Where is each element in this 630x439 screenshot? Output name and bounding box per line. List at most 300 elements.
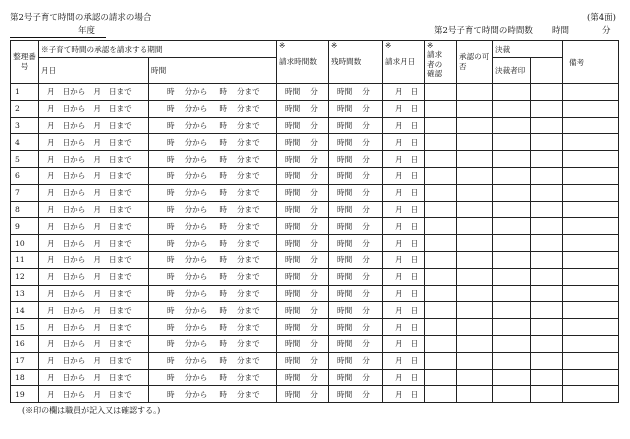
month-label: 月 bbox=[93, 120, 101, 130]
month-label: 月 bbox=[93, 221, 101, 231]
requester-confirm-cell[interactable] bbox=[425, 151, 457, 168]
duration-hour-label: 時間 bbox=[285, 255, 301, 265]
minute-from-label: 分から bbox=[184, 288, 208, 298]
request-date-cell[interactable] bbox=[383, 251, 425, 268]
duration-minute-label: 分 bbox=[362, 204, 370, 214]
hour-label: 時 bbox=[219, 204, 227, 214]
decision-seal-cell[interactable] bbox=[493, 184, 531, 201]
time-range-cell[interactable] bbox=[149, 268, 277, 285]
remaining-hours-cell[interactable] bbox=[329, 100, 383, 117]
requested-hours-cell[interactable] bbox=[277, 167, 329, 184]
duration-hour-label: 時間 bbox=[337, 188, 353, 198]
approval-cell[interactable] bbox=[457, 184, 493, 201]
table-row bbox=[11, 235, 619, 252]
hour-label: 時 bbox=[167, 339, 175, 349]
hour-label: 時 bbox=[167, 356, 175, 366]
minute-from-label: 分から bbox=[184, 389, 208, 399]
decision-seal-cell[interactable] bbox=[493, 151, 531, 168]
approval-cell[interactable] bbox=[457, 84, 493, 101]
remarks-cell[interactable] bbox=[563, 151, 619, 168]
month-label: 月 bbox=[47, 272, 55, 282]
remaining-hours-cell[interactable] bbox=[329, 151, 383, 168]
request-day-label: 日 bbox=[410, 322, 419, 332]
day-from-label: 日から bbox=[62, 372, 86, 382]
decision-blank-cell[interactable] bbox=[531, 201, 563, 218]
duration-minute-label: 分 bbox=[310, 221, 318, 231]
table-row bbox=[11, 251, 619, 268]
hour-label: 時 bbox=[167, 171, 175, 181]
time-range-cell[interactable] bbox=[149, 386, 277, 403]
time-range-cell[interactable] bbox=[149, 151, 277, 168]
hour-label: 時 bbox=[167, 154, 175, 164]
hour-label: 時 bbox=[219, 137, 227, 147]
requested-hours-cell[interactable] bbox=[277, 151, 329, 168]
date-range-cell[interactable] bbox=[39, 167, 149, 184]
decision-seal-cell[interactable] bbox=[493, 369, 531, 386]
date-range-cell[interactable] bbox=[39, 302, 149, 319]
decision-blank-cell[interactable] bbox=[531, 235, 563, 252]
remaining-hours-cell[interactable] bbox=[329, 302, 383, 319]
decision-seal-cell[interactable] bbox=[493, 285, 531, 302]
duration-hour-label: 時間 bbox=[337, 171, 353, 181]
request-month-label: 月 bbox=[395, 171, 403, 181]
mark-remaining: ※ bbox=[331, 41, 338, 50]
day-from-label: 日から bbox=[62, 188, 86, 198]
requested-hours-cell[interactable] bbox=[277, 218, 329, 235]
date-range-cell[interactable] bbox=[39, 84, 149, 101]
remaining-hours-cell[interactable] bbox=[329, 218, 383, 235]
decision-seal-cell[interactable] bbox=[493, 251, 531, 268]
month-label: 月 bbox=[47, 238, 55, 248]
header-serial: 整理番号 bbox=[11, 41, 39, 84]
decision-seal-cell[interactable] bbox=[493, 386, 531, 403]
decision-blank-cell[interactable] bbox=[531, 285, 563, 302]
requested-hours-cell[interactable] bbox=[277, 369, 329, 386]
time-range-cell[interactable] bbox=[149, 134, 277, 151]
request-month-label: 月 bbox=[395, 372, 403, 382]
time-range-cell[interactable] bbox=[149, 84, 277, 101]
request-month-label: 月 bbox=[395, 188, 403, 198]
time-range-cell[interactable] bbox=[149, 167, 277, 184]
decision-seal-cell[interactable] bbox=[493, 134, 531, 151]
request-date-cell[interactable] bbox=[383, 335, 425, 352]
time-range-cell[interactable] bbox=[149, 251, 277, 268]
date-range-cell[interactable] bbox=[39, 386, 149, 403]
table-row bbox=[11, 167, 619, 184]
month-label: 月 bbox=[47, 339, 55, 349]
date-range-cell[interactable] bbox=[39, 352, 149, 369]
month-label: 月 bbox=[93, 87, 101, 97]
remarks-cell[interactable] bbox=[563, 319, 619, 336]
remarks-cell[interactable] bbox=[563, 302, 619, 319]
date-range-cell[interactable] bbox=[39, 369, 149, 386]
month-label: 月 bbox=[47, 389, 55, 399]
date-range-cell[interactable] bbox=[39, 285, 149, 302]
request-month-label: 月 bbox=[395, 221, 403, 231]
date-range-cell[interactable] bbox=[39, 184, 149, 201]
duration-hour-label: 時間 bbox=[337, 372, 353, 382]
date-range-cell[interactable] bbox=[39, 335, 149, 352]
decision-blank-cell[interactable] bbox=[531, 134, 563, 151]
remaining-hours-cell[interactable] bbox=[329, 167, 383, 184]
decision-seal-cell[interactable] bbox=[493, 100, 531, 117]
request-date-cell[interactable] bbox=[383, 386, 425, 403]
requester-confirm-cell[interactable] bbox=[425, 84, 457, 101]
remaining-hours-cell[interactable] bbox=[329, 386, 383, 403]
remaining-hours-cell[interactable] bbox=[329, 335, 383, 352]
requested-hours-cell[interactable] bbox=[277, 117, 329, 134]
row-serial: 17 bbox=[11, 352, 39, 369]
decision-blank-cell[interactable] bbox=[531, 302, 563, 319]
decision-seal-cell[interactable] bbox=[493, 335, 531, 352]
decision-blank-cell[interactable] bbox=[531, 218, 563, 235]
minute-until-label: 分まで bbox=[236, 339, 260, 349]
hour-label: 時 bbox=[167, 104, 175, 114]
remarks-cell[interactable] bbox=[563, 117, 619, 134]
month-label: 月 bbox=[93, 272, 101, 282]
duration-minute-label: 分 bbox=[362, 238, 370, 248]
approval-cell[interactable] bbox=[457, 386, 493, 403]
request-date-cell[interactable] bbox=[383, 117, 425, 134]
remaining-hours-cell[interactable] bbox=[329, 117, 383, 134]
request-date-cell[interactable] bbox=[383, 218, 425, 235]
decision-seal-cell[interactable] bbox=[493, 235, 531, 252]
month-label: 月 bbox=[93, 255, 101, 265]
decision-seal-cell[interactable] bbox=[493, 319, 531, 336]
requested-hours-cell[interactable] bbox=[277, 100, 329, 117]
date-range-cell[interactable] bbox=[39, 100, 149, 117]
remarks-cell[interactable] bbox=[563, 369, 619, 386]
approval-cell[interactable] bbox=[457, 302, 493, 319]
requester-confirm-cell[interactable] bbox=[425, 184, 457, 201]
remaining-hours-cell[interactable] bbox=[329, 352, 383, 369]
request-date-cell[interactable] bbox=[383, 319, 425, 336]
hour-label: 時 bbox=[167, 272, 175, 282]
approval-cell[interactable] bbox=[457, 235, 493, 252]
header-remaining-hours bbox=[329, 41, 383, 84]
time-range-cell[interactable] bbox=[149, 335, 277, 352]
date-range-cell[interactable] bbox=[39, 218, 149, 235]
request-day-label: 日 bbox=[410, 120, 419, 130]
duration-hour-label: 時間 bbox=[285, 372, 301, 382]
requester-confirm-cell[interactable] bbox=[425, 268, 457, 285]
remarks-cell[interactable] bbox=[563, 268, 619, 285]
request-date-cell[interactable] bbox=[383, 369, 425, 386]
remaining-hours-cell[interactable] bbox=[329, 235, 383, 252]
decision-blank-cell[interactable] bbox=[531, 251, 563, 268]
request-table bbox=[10, 40, 619, 403]
requester-confirm-cell[interactable] bbox=[425, 302, 457, 319]
decision-blank-cell[interactable] bbox=[531, 151, 563, 168]
duration-hour-label: 時間 bbox=[285, 339, 301, 349]
duration-minute-label: 分 bbox=[362, 305, 370, 315]
minute-until-label: 分まで bbox=[236, 356, 260, 366]
requester-confirm-cell[interactable] bbox=[425, 251, 457, 268]
date-range-cell[interactable] bbox=[39, 117, 149, 134]
requested-hours-cell[interactable] bbox=[277, 268, 329, 285]
approval-cell[interactable] bbox=[457, 268, 493, 285]
remarks-cell[interactable] bbox=[563, 285, 619, 302]
request-date-cell[interactable] bbox=[383, 268, 425, 285]
hour-label: 時 bbox=[167, 305, 175, 315]
date-range-cell[interactable] bbox=[39, 268, 149, 285]
request-month-label: 月 bbox=[395, 389, 403, 399]
decision-blank-cell[interactable] bbox=[531, 100, 563, 117]
decision-seal-cell[interactable] bbox=[493, 201, 531, 218]
requested-hours-cell[interactable] bbox=[277, 235, 329, 252]
decision-blank-cell[interactable] bbox=[531, 184, 563, 201]
header-decision-seal: 決裁者印 bbox=[493, 58, 531, 84]
decision-blank-cell[interactable] bbox=[531, 319, 563, 336]
requester-confirm-cell[interactable] bbox=[425, 134, 457, 151]
requested-hours-cell[interactable] bbox=[277, 134, 329, 151]
request-month-label: 月 bbox=[395, 238, 403, 248]
request-month-label: 月 bbox=[395, 288, 403, 298]
month-label: 月 bbox=[47, 305, 55, 315]
approval-cell[interactable] bbox=[457, 151, 493, 168]
time-range-cell[interactable] bbox=[149, 100, 277, 117]
duration-hour-label: 時間 bbox=[337, 221, 353, 231]
hour-label: 時 bbox=[167, 137, 175, 147]
month-label: 月 bbox=[47, 288, 55, 298]
requester-confirm-cell[interactable] bbox=[425, 285, 457, 302]
request-date-cell[interactable] bbox=[383, 84, 425, 101]
requested-hours-cell[interactable] bbox=[277, 335, 329, 352]
day-until-label: 日まで bbox=[108, 204, 132, 214]
header-time: 時間 bbox=[149, 58, 277, 84]
duration-minute-label: 分 bbox=[362, 272, 370, 282]
time-range-cell[interactable] bbox=[149, 184, 277, 201]
remarks-cell[interactable] bbox=[563, 84, 619, 101]
requester-confirm-cell[interactable] bbox=[425, 369, 457, 386]
request-date-cell[interactable] bbox=[383, 151, 425, 168]
approval-cell[interactable] bbox=[457, 134, 493, 151]
time-range-cell[interactable] bbox=[149, 302, 277, 319]
duration-hour-label: 時間 bbox=[337, 322, 353, 332]
row-serial: 7 bbox=[11, 184, 39, 201]
request-date-cell[interactable] bbox=[383, 302, 425, 319]
request-date-cell[interactable] bbox=[383, 201, 425, 218]
approval-cell[interactable] bbox=[457, 319, 493, 336]
request-day-label: 日 bbox=[410, 221, 419, 231]
hour-label: 時 bbox=[219, 255, 227, 265]
month-label: 月 bbox=[93, 372, 101, 382]
requester-confirm-cell[interactable] bbox=[425, 218, 457, 235]
request-date-cell[interactable] bbox=[383, 184, 425, 201]
decision-blank-cell[interactable] bbox=[531, 117, 563, 134]
request-date-cell[interactable] bbox=[383, 167, 425, 184]
remarks-cell[interactable] bbox=[563, 184, 619, 201]
requested-hours-cell[interactable] bbox=[277, 184, 329, 201]
table-row bbox=[11, 134, 619, 151]
hour-label: 時 bbox=[219, 87, 227, 97]
row-serial: 5 bbox=[11, 151, 39, 168]
remarks-cell[interactable] bbox=[563, 335, 619, 352]
requested-hours-cell[interactable] bbox=[277, 251, 329, 268]
month-label: 月 bbox=[47, 104, 55, 114]
approval-cell[interactable] bbox=[457, 251, 493, 268]
table-row bbox=[11, 369, 619, 386]
month-label: 月 bbox=[47, 154, 55, 164]
row-serial: 4 bbox=[11, 134, 39, 151]
date-range-cell[interactable] bbox=[39, 151, 149, 168]
remarks-cell[interactable] bbox=[563, 386, 619, 403]
requested-hours-cell[interactable] bbox=[277, 302, 329, 319]
time-range-cell[interactable] bbox=[149, 285, 277, 302]
decision-seal-cell[interactable] bbox=[493, 218, 531, 235]
approval-cell[interactable] bbox=[457, 218, 493, 235]
request-date-cell[interactable] bbox=[383, 134, 425, 151]
time-range-cell[interactable] bbox=[149, 235, 277, 252]
day-until-label: 日まで bbox=[108, 272, 132, 282]
request-date-cell[interactable] bbox=[383, 352, 425, 369]
row-serial: 13 bbox=[11, 285, 39, 302]
approval-cell[interactable] bbox=[457, 285, 493, 302]
remarks-cell[interactable] bbox=[563, 218, 619, 235]
requested-hours-cell[interactable] bbox=[277, 352, 329, 369]
request-date-cell[interactable] bbox=[383, 235, 425, 252]
hour-label: 時 bbox=[167, 322, 175, 332]
time-range-cell[interactable] bbox=[149, 218, 277, 235]
decision-blank-cell[interactable] bbox=[531, 386, 563, 403]
requester-confirm-cell[interactable] bbox=[425, 117, 457, 134]
table-row bbox=[11, 268, 619, 285]
approval-cell[interactable] bbox=[457, 100, 493, 117]
duration-minute-label: 分 bbox=[362, 322, 370, 332]
approval-cell[interactable] bbox=[457, 369, 493, 386]
requested-hours-cell[interactable] bbox=[277, 201, 329, 218]
date-range-cell[interactable] bbox=[39, 319, 149, 336]
duration-hour-label: 時間 bbox=[285, 221, 301, 231]
request-month-label: 月 bbox=[395, 339, 403, 349]
decision-seal-cell[interactable] bbox=[493, 268, 531, 285]
requested-hours-cell[interactable] bbox=[277, 319, 329, 336]
time-range-cell[interactable] bbox=[149, 201, 277, 218]
decision-blank-cell[interactable] bbox=[531, 352, 563, 369]
hour-label: 時 bbox=[167, 372, 175, 382]
duration-minute-label: 分 bbox=[310, 104, 318, 114]
decision-seal-cell[interactable] bbox=[493, 84, 531, 101]
header-requested-hours bbox=[277, 41, 329, 84]
decision-seal-cell[interactable] bbox=[493, 302, 531, 319]
header-requester-confirm-label: 請求者の確認 bbox=[427, 50, 443, 79]
remaining-hours-cell[interactable] bbox=[329, 184, 383, 201]
remarks-cell[interactable] bbox=[563, 134, 619, 151]
hour-label: 時 bbox=[219, 372, 227, 382]
decision-seal-cell[interactable] bbox=[493, 167, 531, 184]
day-from-label: 日から bbox=[62, 339, 86, 349]
day-from-label: 日から bbox=[62, 137, 86, 147]
decision-blank-cell[interactable] bbox=[531, 167, 563, 184]
request-date-cell[interactable] bbox=[383, 285, 425, 302]
remaining-hours-cell[interactable] bbox=[329, 319, 383, 336]
remarks-cell[interactable] bbox=[563, 100, 619, 117]
requester-confirm-cell[interactable] bbox=[425, 352, 457, 369]
duration-hour-label: 時間 bbox=[285, 87, 301, 97]
hour-label: 時 bbox=[167, 221, 175, 231]
request-date-cell[interactable] bbox=[383, 100, 425, 117]
remaining-hours-cell[interactable] bbox=[329, 268, 383, 285]
requester-confirm-cell[interactable] bbox=[425, 319, 457, 336]
header-period-group: ※子育て時間の承認を請求する期間 bbox=[39, 41, 277, 58]
approval-cell[interactable] bbox=[457, 335, 493, 352]
decision-blank-cell[interactable] bbox=[531, 84, 563, 101]
requester-confirm-cell[interactable] bbox=[425, 167, 457, 184]
time-range-cell[interactable] bbox=[149, 117, 277, 134]
requested-hours-cell[interactable] bbox=[277, 386, 329, 403]
time-range-cell[interactable] bbox=[149, 369, 277, 386]
day-until-label: 日まで bbox=[108, 188, 132, 198]
remaining-hours-cell[interactable] bbox=[329, 201, 383, 218]
month-label: 月 bbox=[47, 188, 55, 198]
request-day-label: 日 bbox=[410, 137, 419, 147]
remaining-hours-cell[interactable] bbox=[329, 285, 383, 302]
remaining-hours-cell[interactable] bbox=[329, 251, 383, 268]
day-until-label: 日まで bbox=[108, 238, 132, 248]
row-serial: 8 bbox=[11, 201, 39, 218]
approval-cell[interactable] bbox=[457, 167, 493, 184]
date-range-cell[interactable] bbox=[39, 235, 149, 252]
remarks-cell[interactable] bbox=[563, 352, 619, 369]
remaining-hours-cell[interactable] bbox=[329, 369, 383, 386]
requester-confirm-cell[interactable] bbox=[425, 235, 457, 252]
remaining-hours-cell[interactable] bbox=[329, 84, 383, 101]
duration-hour-label: 時間 bbox=[337, 389, 353, 399]
decision-blank-cell[interactable] bbox=[531, 335, 563, 352]
duration-hour-label: 時間 bbox=[285, 356, 301, 366]
requester-confirm-cell[interactable] bbox=[425, 201, 457, 218]
requester-confirm-cell[interactable] bbox=[425, 335, 457, 352]
total-hours-label: 第2号子育て時間の時間数 bbox=[434, 26, 533, 36]
day-from-label: 日から bbox=[62, 120, 86, 130]
approval-cell[interactable] bbox=[457, 352, 493, 369]
request-month-label: 月 bbox=[395, 255, 403, 265]
remarks-cell[interactable] bbox=[563, 201, 619, 218]
duration-hour-label: 時間 bbox=[285, 120, 301, 130]
time-range-cell[interactable] bbox=[149, 352, 277, 369]
date-range-cell[interactable] bbox=[39, 134, 149, 151]
duration-hour-label: 時間 bbox=[285, 288, 301, 298]
requested-hours-cell[interactable] bbox=[277, 84, 329, 101]
date-range-cell[interactable] bbox=[39, 251, 149, 268]
requester-confirm-cell[interactable] bbox=[425, 386, 457, 403]
requester-confirm-cell[interactable] bbox=[425, 100, 457, 117]
month-label: 月 bbox=[93, 356, 101, 366]
table-row bbox=[11, 151, 619, 168]
decision-seal-cell[interactable] bbox=[493, 352, 531, 369]
approval-cell[interactable] bbox=[457, 201, 493, 218]
time-range-cell[interactable] bbox=[149, 319, 277, 336]
day-until-label: 日まで bbox=[108, 305, 132, 315]
remarks-cell[interactable] bbox=[563, 251, 619, 268]
decision-blank-cell[interactable] bbox=[531, 369, 563, 386]
remarks-cell[interactable] bbox=[563, 167, 619, 184]
duration-minute-label: 分 bbox=[362, 221, 370, 231]
hour-label: 時 bbox=[219, 356, 227, 366]
requested-hours-cell[interactable] bbox=[277, 285, 329, 302]
date-range-cell[interactable] bbox=[39, 201, 149, 218]
header-decision-blank bbox=[531, 58, 563, 84]
duration-hour-label: 時間 bbox=[337, 120, 353, 130]
duration-minute-label: 分 bbox=[310, 339, 318, 349]
decision-blank-cell[interactable] bbox=[531, 268, 563, 285]
approval-cell[interactable] bbox=[457, 117, 493, 134]
row-serial: 18 bbox=[11, 369, 39, 386]
row-serial: 6 bbox=[11, 167, 39, 184]
remarks-cell[interactable] bbox=[563, 235, 619, 252]
remaining-hours-cell[interactable] bbox=[329, 134, 383, 151]
decision-seal-cell[interactable] bbox=[493, 117, 531, 134]
